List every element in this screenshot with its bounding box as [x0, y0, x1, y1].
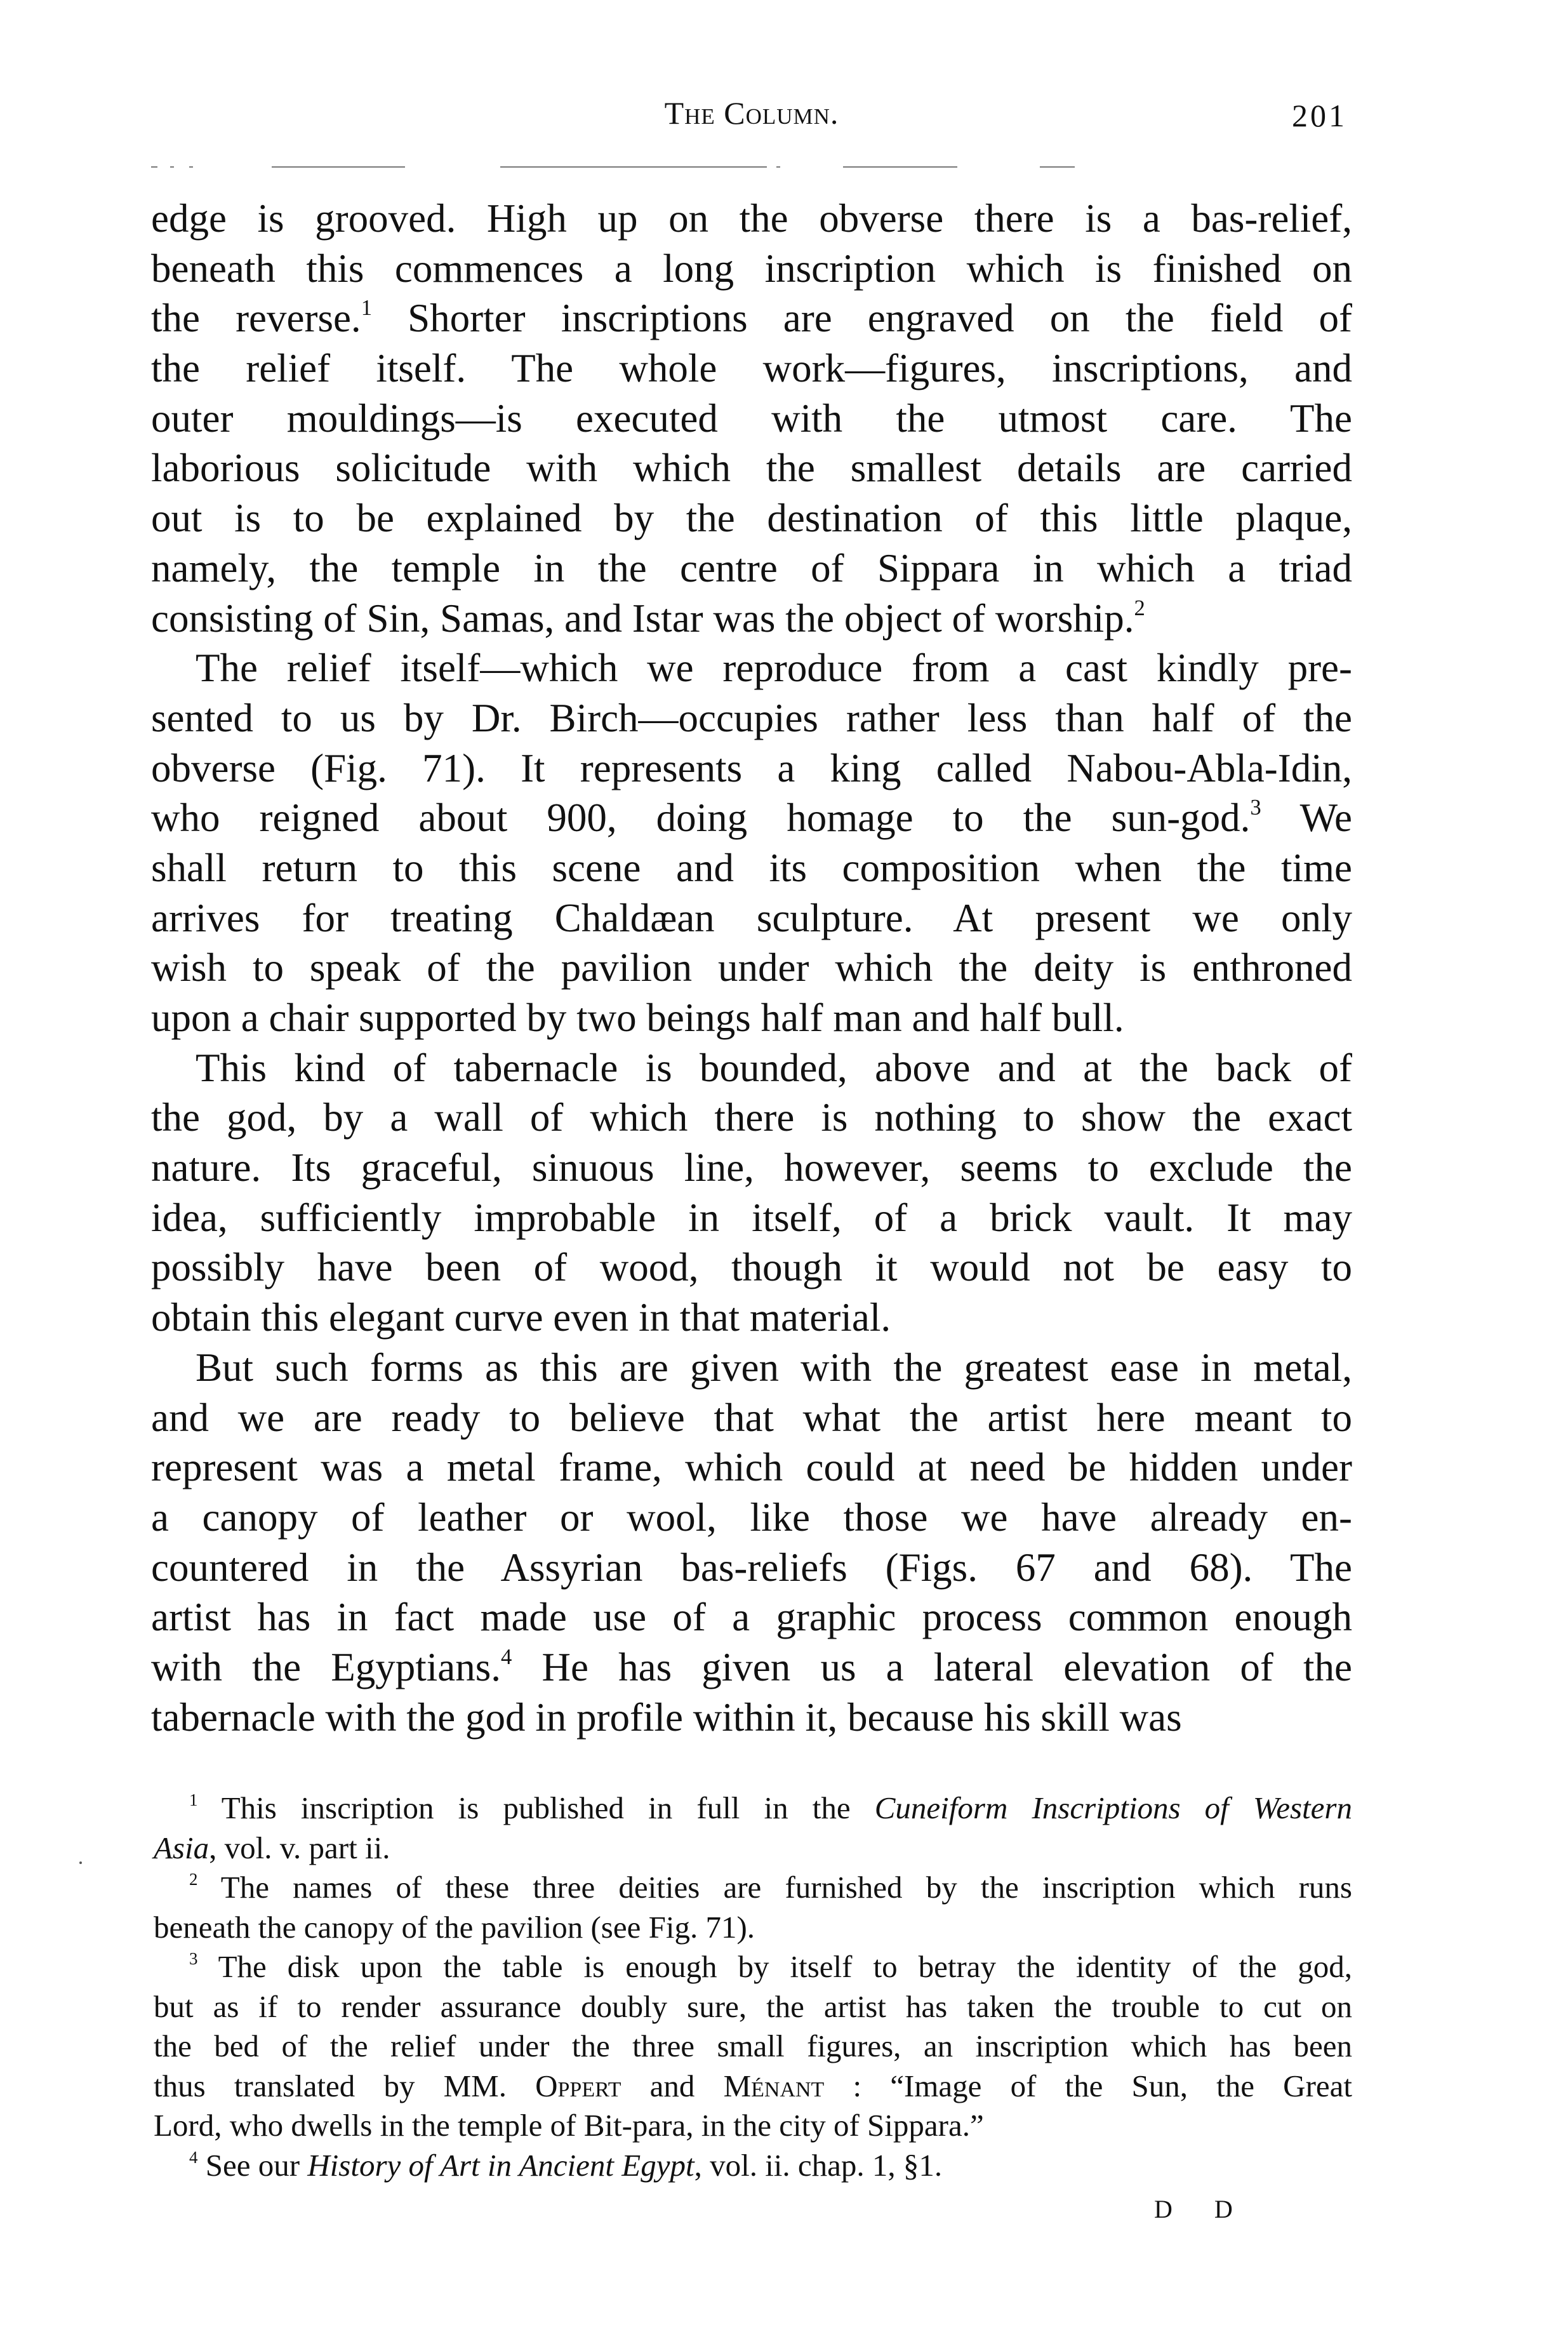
body-line: beneath this commences a long inscription which is finished on	[151, 246, 1352, 291]
body-line	[151, 293, 1352, 343]
book-title: Asia	[154, 1830, 209, 1865]
body-line: upon a chair supported by two beings half man and half bull.	[151, 996, 1124, 1040]
body-line: edge is grooved. High up on the obverse there is a bas-relief,	[151, 196, 1352, 241]
body-line: out is to be explained by the destination of this little plaque,	[151, 496, 1352, 541]
body-line: arrives for treating Chaldæan sculpture. At present we only	[151, 895, 1352, 940]
author-name: Ménant	[723, 2068, 825, 2103]
body-line: countered in the Assyrian bas-reliefs (Figs. 67 and 68). The	[151, 1545, 1352, 1590]
body-line: obtain this elegant curve even in that material.	[151, 1295, 891, 1340]
footnote-1-line-1	[154, 1788, 1352, 1828]
footnote-reference[interactable]: 4	[501, 1644, 512, 1669]
footnote-marker: 2	[189, 1869, 198, 1889]
signature-mark: D D	[1154, 2195, 1251, 2223]
body-line	[151, 594, 1352, 644]
footnote-reference[interactable]: 3	[1250, 796, 1261, 820]
line-text: He has given us a lateral elevation of the	[512, 1644, 1352, 1689]
body-line: namely, the temple in the centre of Sippara in which a triad	[151, 545, 1352, 590]
line-text: We	[1261, 796, 1352, 841]
line-text: with the Egyptians.	[151, 1644, 502, 1689]
footnote-text: beneath the canopy of the pavilion (see Fig. 71).	[154, 1909, 755, 1945]
footnote-text: The names of these three deities are furnished by the inscription which runs	[220, 1870, 1352, 1905]
body-line: tabernacle with the god in profile within it, because his skill was	[151, 1695, 1182, 1740]
footnote-3-line-4	[154, 2067, 1352, 2107]
line-text: Shorter inscriptions are engraved on the field of	[372, 296, 1352, 341]
footnote-text: This inscription is published in full in the	[221, 1790, 875, 1825]
body-text	[151, 194, 1352, 1742]
body-line: This kind of tabernacle is bounded, above and at the back of	[196, 1045, 1352, 1090]
body-line: shall return to this scene and its composition when the time	[151, 845, 1352, 890]
body-line: nature. Its graceful, sinuous line, however, seems to exclude the	[151, 1145, 1352, 1190]
footnote-text: and	[621, 2068, 724, 2103]
footnote-text: : “Image of the Sun, the Great	[824, 2068, 1353, 2103]
body-line: The relief itself—which we reproduce from a cast kindly pre-	[196, 646, 1352, 691]
body-line: But such forms as this are given with the greatest ease in metal,	[196, 1345, 1352, 1390]
line-text: the reverse.	[151, 296, 361, 341]
footnote-text: , vol. v. part ii.	[209, 1830, 390, 1865]
running-head-title: The Column.	[664, 95, 839, 131]
footnote-3-line-1	[154, 1947, 1352, 1987]
body-line: wish to speak of the pavilion under which the deity is enthroned	[151, 945, 1352, 990]
book-title: Cuneiform Inscriptions of Western	[874, 1790, 1352, 1825]
page-number: 201	[1292, 98, 1347, 133]
footnote-text: , vol. ii. chap. 1, §1.	[694, 2147, 943, 2183]
footnote-3-line-2	[154, 1987, 1352, 2027]
footnote-reference[interactable]: 2	[1134, 596, 1145, 620]
body-line: and we are ready to believe that what the artist here meant to	[151, 1395, 1352, 1440]
header-rule	[151, 166, 1352, 168]
body-line: the god, by a wall of which there is nothing to show the exact	[151, 1095, 1352, 1140]
body-line: obverse (Fig. 71). It represents a king called Nabou-Abla-Idin,	[151, 745, 1352, 790]
body-line: artist has in fact made use of a graphic process common enough	[151, 1595, 1352, 1640]
footnote-marker: 3	[189, 1948, 198, 1968]
footnote-1-line-2	[154, 1828, 1352, 1868]
footnote-3-line-5	[154, 2106, 1352, 2146]
line-text: consisting of Sin, Samas, and Istar was the object of worship.	[151, 596, 1134, 641]
footnote-marker: 1	[189, 1790, 198, 1809]
body-line	[151, 793, 1352, 843]
running-head	[151, 88, 1352, 138]
footnote-2-line-1	[154, 1868, 1352, 1908]
margin-speck	[79, 1861, 82, 1864]
body-line	[151, 1642, 1352, 1693]
footnote-text: See our	[205, 2147, 308, 2183]
footnote-text: but as if to render assurance doubly sure, the artist has taken the trouble to cut on	[154, 1988, 1352, 2024]
footnotes	[154, 1788, 1352, 2185]
line-text: who reigned about 900, doing homage to the sun-god.	[151, 796, 1251, 841]
footnote-text: the bed of the relief under the three small figures, an inscription which has been	[154, 2028, 1352, 2063]
book-title: History of Art in Ancient Egypt	[307, 2147, 694, 2183]
footnote-3-line-3	[154, 2027, 1352, 2067]
footnote-marker: 4	[189, 2147, 198, 2167]
body-line: laborious solicitude with which the smallest details are carried	[151, 446, 1352, 491]
body-line: sented to us by Dr. Birch—occupies rather less than half of the	[151, 695, 1352, 740]
footnote-text: Lord, who dwells in the temple of Bit-para, in the city of Sippara.”	[154, 2108, 984, 2143]
body-line: outer mouldings—is executed with the utmost care. The	[151, 396, 1352, 441]
footnote-reference[interactable]: 1	[361, 296, 373, 321]
footnote-4-line-1	[154, 2146, 1352, 2186]
author-name: Oppert	[535, 2068, 621, 2103]
footnote-text: thus translated by MM.	[154, 2068, 536, 2103]
body-line: a canopy of leather or wool, like those we have already en-	[151, 1495, 1352, 1540]
footnote-text: The disk upon the table is enough by itself to betray the identity of the god,	[218, 1949, 1352, 1984]
footnote-2-line-2	[154, 1908, 1352, 1948]
body-line: possibly have been of wood, though it would not be easy to	[151, 1245, 1352, 1290]
body-line: represent was a metal frame, which could at need be hidden under	[151, 1445, 1352, 1490]
body-line: the relief itself. The whole work—figures, inscriptions, and	[151, 346, 1352, 391]
body-line: idea, sufficiently improbable in itself, of a brick vault. It may	[151, 1195, 1352, 1240]
